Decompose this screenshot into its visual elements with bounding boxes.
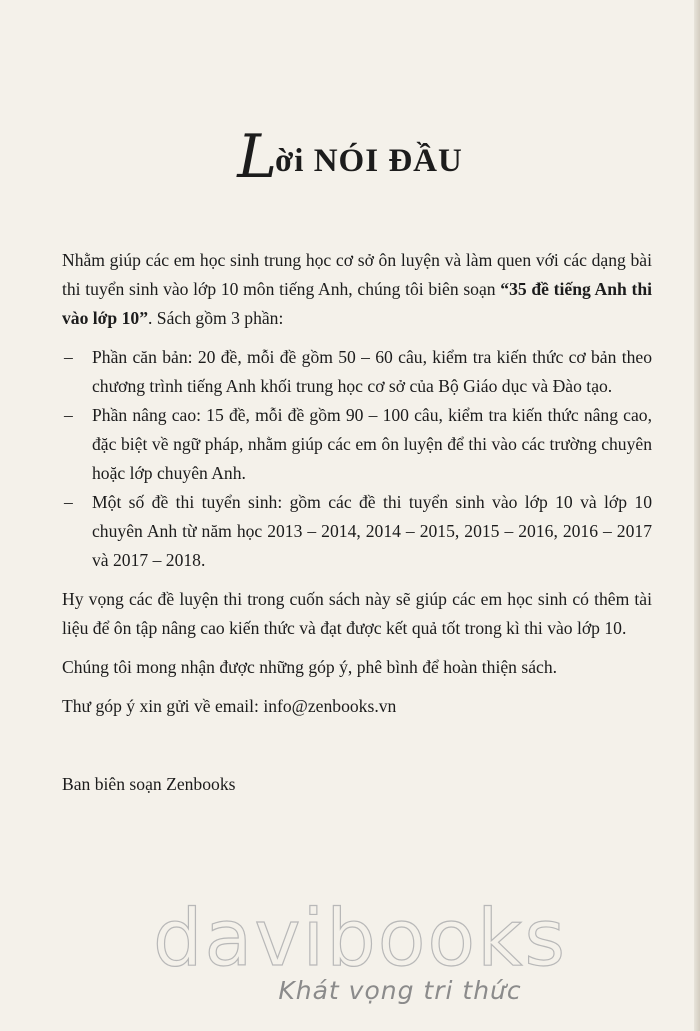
- list-item: [62, 488, 652, 575]
- dash-marker: –: [64, 347, 73, 367]
- intro-text-end: . Sách gồm 3 phần:: [148, 308, 284, 328]
- dash-marker: –: [64, 492, 73, 512]
- intro-text: Nhằm giúp các em học sinh trung học cơ sở ôn luyện và làm quen với các dạng bài thi tuyển sinh vào lớp 10 môn tiếng Anh, chúng tôi biên soạn: [62, 250, 652, 299]
- page-title: [0, 122, 700, 192]
- dash-marker: –: [64, 405, 73, 425]
- watermark-slogan: Khát vọng tri thức: [278, 976, 522, 1005]
- list-item: [62, 401, 652, 488]
- title-text: ời NÓI ĐẦU: [275, 143, 463, 179]
- list-item-text: Một số đề thi tuyển sinh: gồm các đề thi tuyển sinh vào lớp 10 và lớp 10 chuyên Anh từ năm học 2013 – 2014, 2014 – 2015, 2015 – 2016, 2016 – 2017 và 2017 – 2018.: [92, 492, 652, 570]
- hope-paragraph: Hy vọng các đề luyện thi trong cuốn sách này sẽ giúp các em học sinh có thêm tài liệu để ôn tập nâng cao kiến thức và đạt được kết quả tốt trong kì thi vào lớp 10.: [62, 589, 652, 638]
- book-title: “35 đề tiếng Anh thi vào lớp 10”: [62, 279, 652, 328]
- email-paragraph: Thư góp ý xin gửi về email: info@zenbooks.vn: [62, 696, 397, 716]
- signature: Ban biên soạn Zenbooks: [62, 774, 236, 794]
- feedback-paragraph: Chúng tôi mong nhận được những góp ý, phê bình để hoàn thiện sách.: [62, 657, 558, 677]
- list-item-text: Phần căn bản: 20 đề, mỗi đề gồm 50 – 60 câu, kiểm tra kiến thức cơ bản theo chương trình tiếng Anh khối trung học cơ sở của Bộ Giáo dục và Đào tạo.: [92, 347, 652, 396]
- watermark-logo: [150, 896, 570, 1005]
- watermark-brand: davibooks: [153, 894, 567, 984]
- parts-list: [62, 343, 652, 575]
- list-item-text: Phần nâng cao: 15 đề, mỗi đề gồm 90 – 100 câu, kiểm tra kiến thức nâng cao, đặc biệt về ngữ pháp, nhằm giúp các em ôn luyện để thi vào các trường chuyên hoặc lớp chuyên Anh.: [92, 405, 652, 483]
- list-item: [62, 343, 652, 401]
- preface-body: [62, 246, 652, 731]
- title-drop-letter: L: [237, 122, 276, 192]
- intro-paragraph: [62, 246, 652, 333]
